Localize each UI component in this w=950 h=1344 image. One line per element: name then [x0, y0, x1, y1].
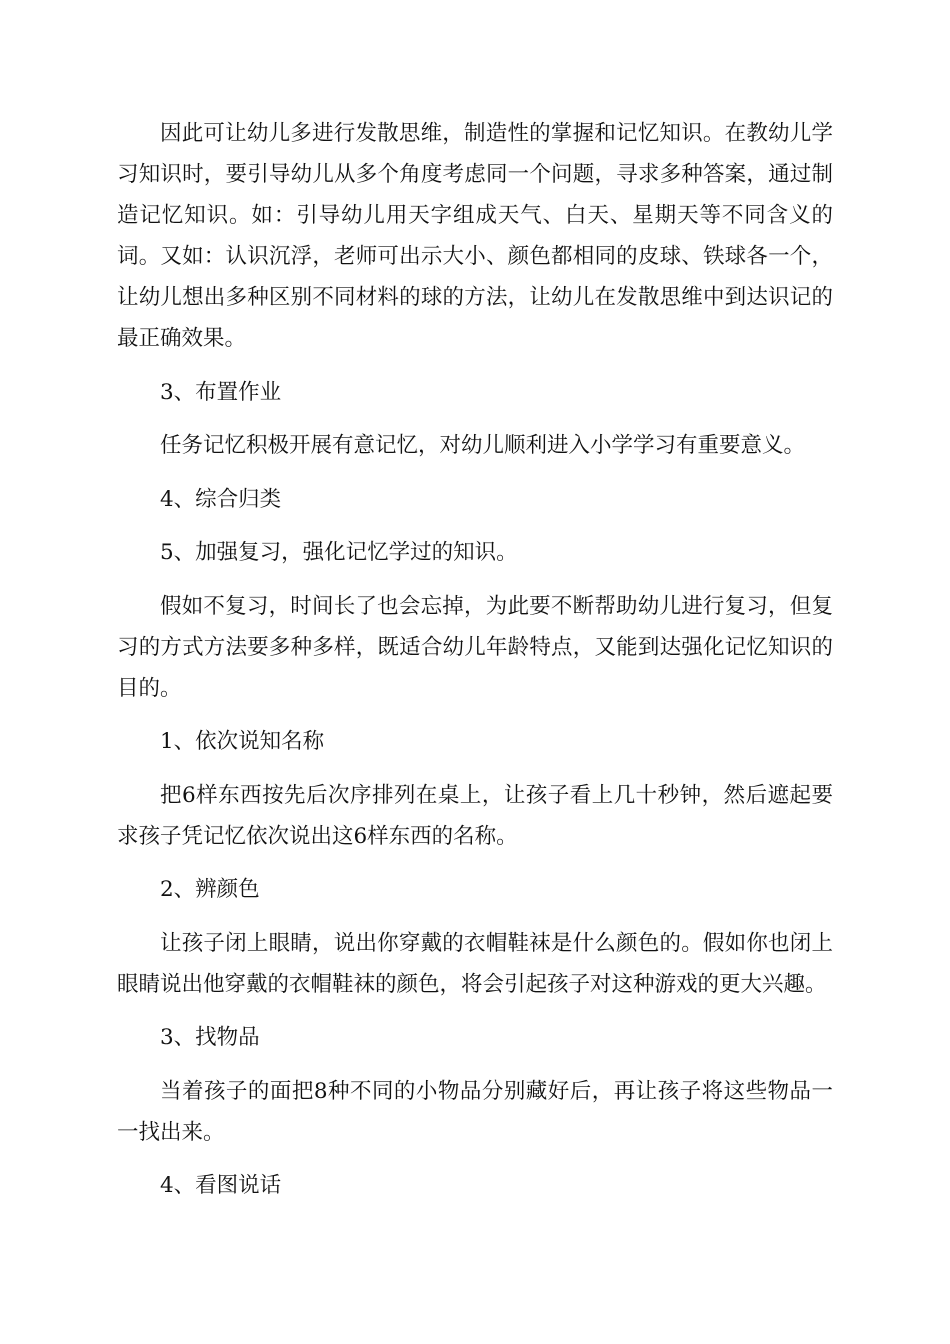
heading-identify-colors: 2、辨颜色: [160, 877, 260, 902]
paragraph-clothing-colors: 让孩子闭上眼睛，说出你穿戴的衣帽鞋袜是什么颜色的。假如你也闭上眼睛说出他穿戴的衣帽鞋袜的颜色，将会引起孩子对这种游戏的更大兴趣。: [117, 930, 833, 997]
heading-find-items: 3、找物品: [160, 1025, 260, 1050]
paragraph-divergent-thinking: 因此可让幼儿多进行发散思维，制造性的掌握和记忆知识。在教幼儿学习知识时，要引导幼儿从多个角度考虑同一个问题，寻求多种答案，通过制造记忆知识。如：引导幼儿用天字组成天气、白天、星期天等不同含义的词。又如：认识沉浮，老师可出示大小、颜色都相同的皮球、铁球各一个，让幼儿想出多种区别不同材料的球的方法，让幼儿在发散思维中到达识记的最正确效果。: [117, 121, 833, 351]
paragraph-review-methods: 假如不复习，时间长了也会忘掉，为此要不断帮助幼儿进行复习，但复习的方式方法要多种多样，既适合幼儿年龄特点，又能到达强化记忆知识的目的。: [117, 593, 833, 701]
heading-strengthen-review: 5、加强复习，强化记忆学过的知识。: [160, 540, 518, 565]
document-body: [117, 113, 833, 1219]
heading-picture-talk: 4、看图说话: [160, 1173, 282, 1198]
heading-name-in-order: 1、依次说知名称: [160, 729, 325, 754]
heading-assign-homework: 3、布置作业: [160, 379, 282, 405]
heading-comprehensive-classification: 4、综合归类: [160, 486, 282, 512]
paragraph-task-memory: 任务记忆积极开展有意记忆，对幼儿顺利进入小学学习有重要意义。: [160, 433, 806, 458]
paragraph-hidden-items: 当着孩子的面把8种不同的小物品分别藏好后，再让孩子将这些物品一一找出来。: [117, 1078, 833, 1145]
paragraph-six-objects: 把6样东西按先后次序排列在桌上，让孩子看上几十秒钟，然后遮起要求孩子凭记忆依次说出这6样东西的名称。: [117, 782, 833, 849]
